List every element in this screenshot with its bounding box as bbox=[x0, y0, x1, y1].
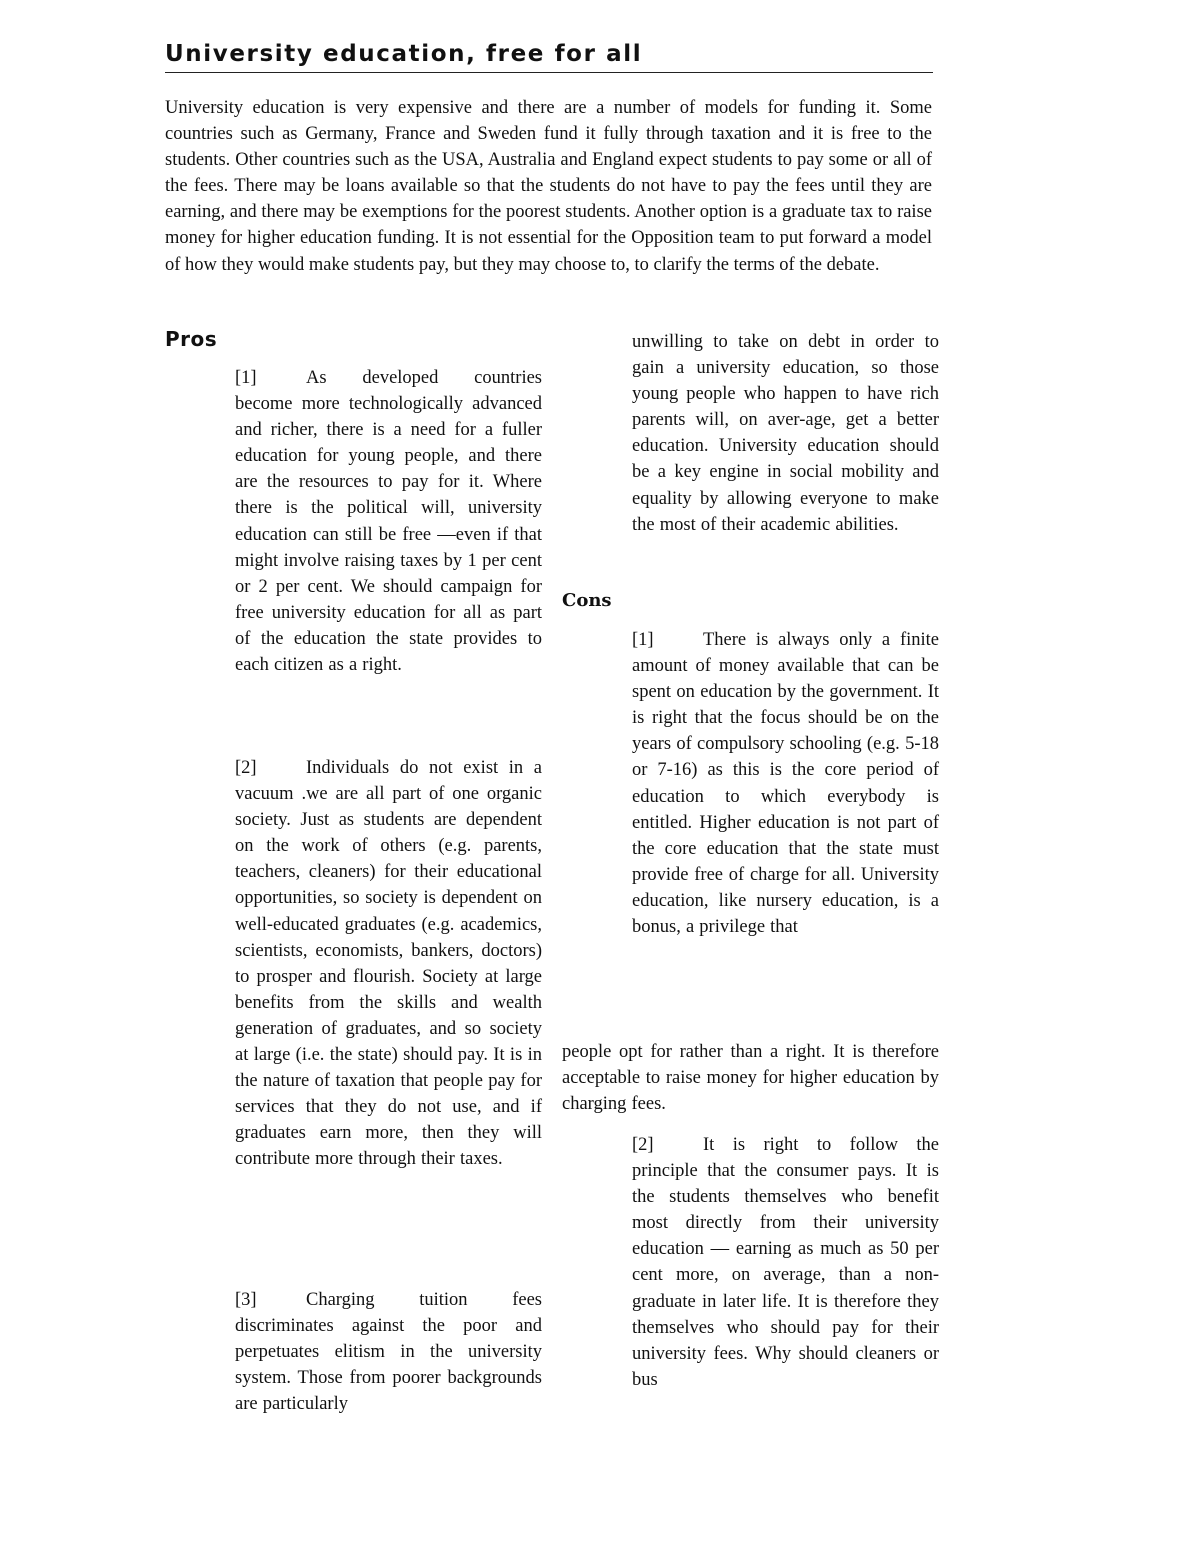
pro-argument-3-number: [3] bbox=[235, 1290, 257, 1310]
con-argument-2-text: It is right to follow the principle that the consumer pays. It is the students themselves who benefit most directly from their university education — earning as much as 50 per cent more, on average, than a non-graduate in later life. It is therefore they themselves who should pay for their university fees. Why should cleaners or bus bbox=[632, 1135, 939, 1390]
con-argument-1-continuation: people opt for rather than a right. It is therefore acceptable to raise money for higher education by charging fees. bbox=[562, 1042, 939, 1115]
con-argument-1-text: There is always only a finite amount of money available that can be spent on education by the government. It is right that the focus should be on the years of compulsory schooling (e.g. 5-18 or 7-16) as this is the core period of education to which everybody is entitled. Higher education is not part of the core education that the state must provide free of charge for all. University education, like nursery education, is a bonus, a privilege that bbox=[632, 630, 939, 938]
intro-paragraph: University education is very expensive and there are a number of models for funding it. Some countries such as Germany, France and Sweden fund it fully through taxation and it is free to the students. Other countries such as the USA, Australia and England expect students to pay some or all of the fees. There may be loans available so that the students do not have to pay the fees until they are earning, and there may be exemptions for the poorest students. Another option is a graduate tax to raise money for higher education funding. It is not essential for the Opposition team to put forward a model of how they would make students pay, but they may choose to, to clarify the terms of the debate. bbox=[165, 98, 932, 275]
pro-argument-2 bbox=[235, 755, 542, 1173]
con-argument-1 bbox=[632, 627, 939, 940]
con-argument-2 bbox=[632, 1132, 939, 1393]
pro-argument-2-text: Individuals do not exist in a vacuum .we are all part of one organic society. Just as students are dependent on the work of others (e.g. parents, teachers, cleaners) for their educational opportunities, so society is dependent on well-educated graduates (e.g. academics, scientists, economists, bankers, doctors) to prosper and flourish. Society at large benefits from the skills and wealth generation of graduates, and so society at large (i.e. the state) should pay. It is in the nature of taxation that people pay for services that they do not use, and if graduates earn more, then they will contribute more through their taxes. bbox=[235, 758, 542, 1170]
pro-argument-2-number: [2] bbox=[235, 758, 257, 778]
pro-argument-3-text: Charging tuition fees discriminates against the poor and perpetuates elitism in the university system. Those from poorer backgrounds are particularly bbox=[235, 1290, 542, 1415]
document-title: University education, free for all bbox=[165, 40, 933, 73]
pro-argument-3 bbox=[235, 1287, 542, 1417]
con-argument-1-number: [1] bbox=[632, 630, 654, 650]
pros-heading: Pros bbox=[165, 327, 218, 351]
pro-argument-1-number: [1] bbox=[235, 368, 257, 388]
cons-heading: Cons bbox=[562, 590, 612, 611]
pro-argument-3-continuation: unwilling to take on debt in order to gain a university education, so those young people who happen to have rich parents will, on aver-age, get a better education. University education should be a key engine in social mobility and equality by allowing everyone to make the most of their academic abilities. bbox=[632, 332, 939, 535]
pro-argument-1-text: As developed countries become more technologically advanced and richer, there is a need for a fuller education for young people, and there are the resources to pay for it. Where there is the political will, university education can still be free —even if that might involve raising taxes by 1 per cent or 2 per cent. We should campaign for free university education for all as part of the education the state provides to each citizen as a right. bbox=[235, 368, 542, 676]
pro-argument-1 bbox=[235, 365, 542, 678]
con-argument-2-number: [2] bbox=[632, 1135, 654, 1155]
